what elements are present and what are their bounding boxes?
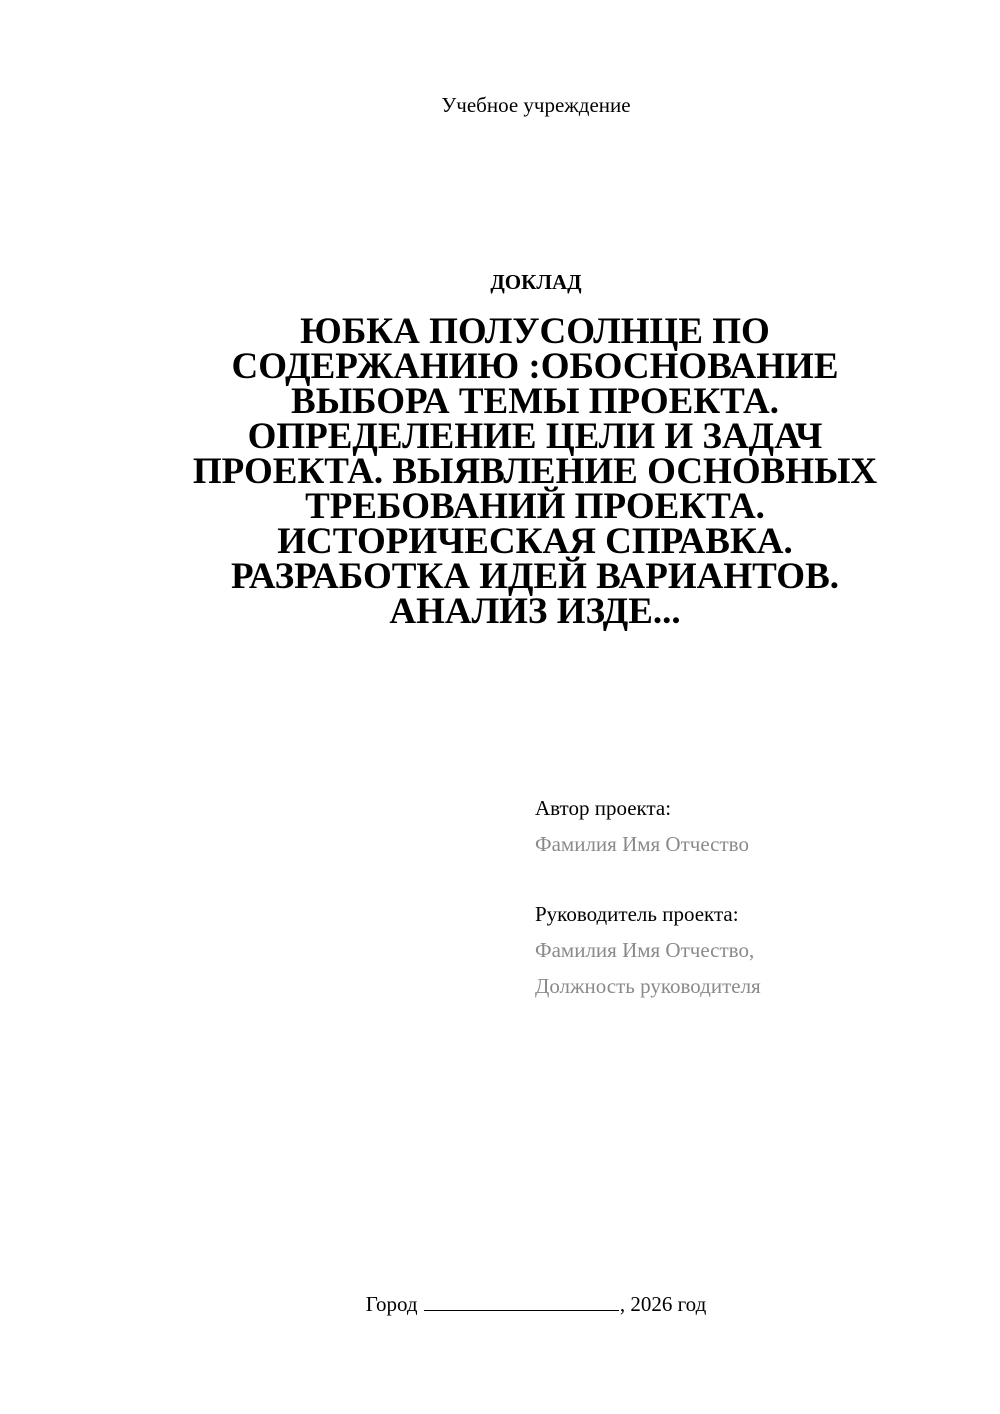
supervisor-label: Руководитель проекта: xyxy=(535,902,739,926)
author-name-placeholder: Фамилия Имя Отчество xyxy=(535,832,749,856)
supervisor-name-placeholder: Фамилия Имя Отчество, xyxy=(535,938,755,962)
supervisor-position-placeholder: Должность руководителя xyxy=(535,974,761,998)
institution-name: Учебное учреждение xyxy=(441,93,631,117)
city-label: Город xyxy=(365,1292,418,1316)
author-label: Автор проекта: xyxy=(535,796,672,820)
city-blank-line xyxy=(424,1290,619,1311)
document-type: ДОКЛАД xyxy=(490,270,582,294)
spacer xyxy=(535,862,761,896)
year-text: , 2026 год xyxy=(619,1292,707,1316)
author-block xyxy=(535,790,761,1004)
footer-city-year xyxy=(0,1290,1000,1317)
document-title: ЮБКА ПОЛУСОЛНЦЕ ПО СОДЕРЖАНИЮ :ОБОСНОВАНИЕ ВЫБОРА ТЕМЫ ПРОЕКТА. ОПРЕДЕЛЕНИЕ ЦЕЛИ И ЗАДАЧ ПРОЕКТА. ВЫЯВЛЕНИЕ ОСНОВНЫХ ТРЕБОВАНИЙ ПРОЕКТА. ИСТОРИЧЕСКАЯ СПРАВКА. РАЗРАБОТКА ИДЕЙ ВАРИАНТОВ. АНАЛИЗ ИЗДЕ... xyxy=(192,311,878,632)
